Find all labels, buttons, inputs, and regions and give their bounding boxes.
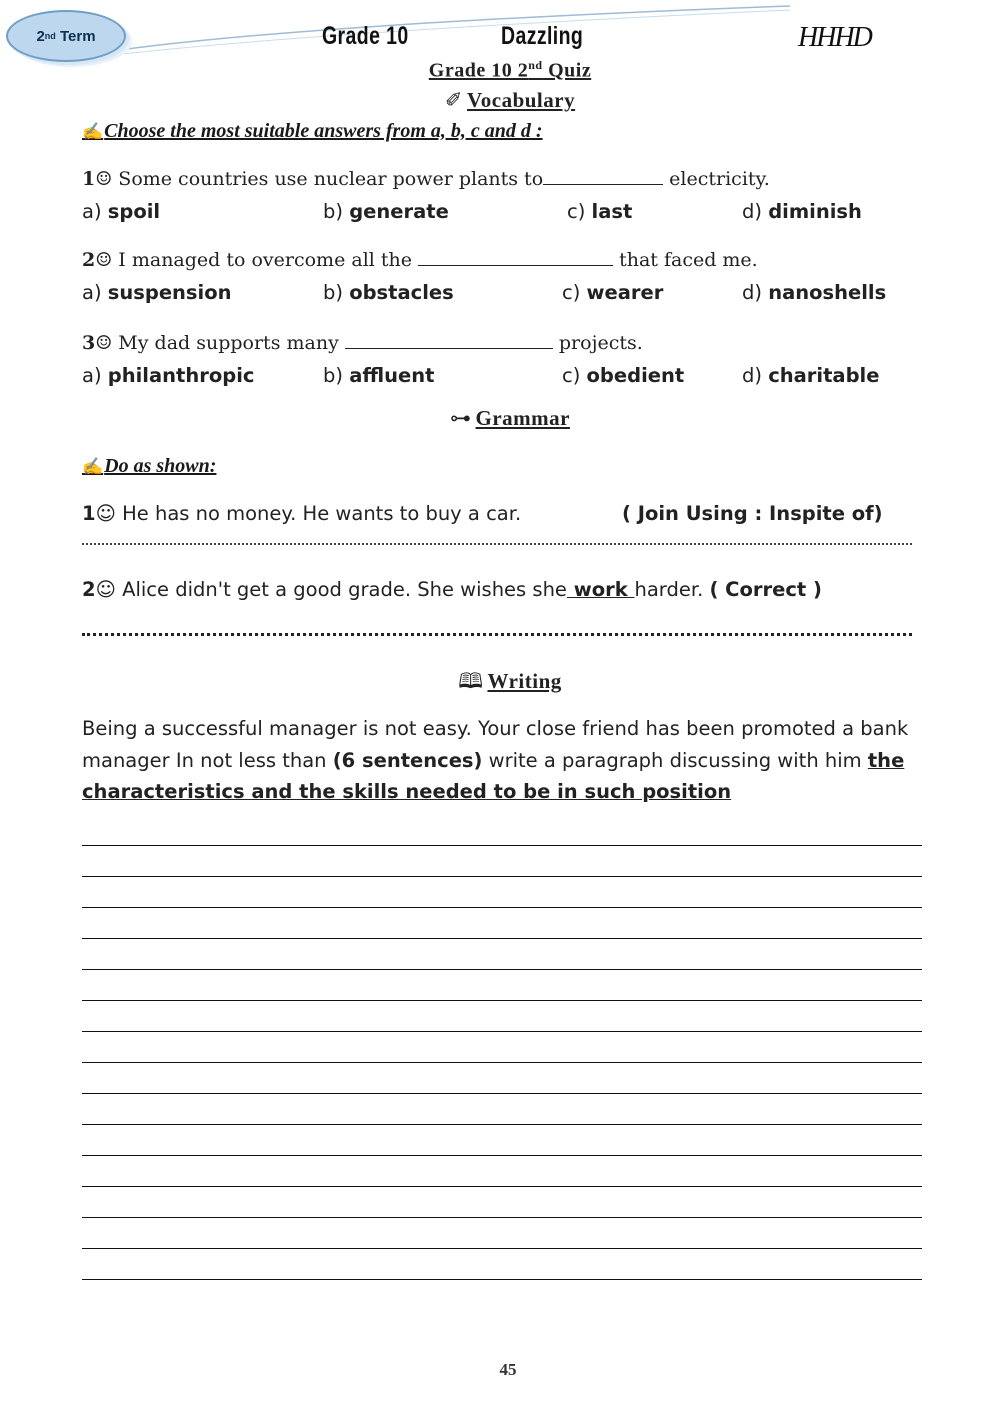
writing-line	[82, 938, 922, 939]
answer-blank	[543, 170, 663, 185]
vocabulary-instruction: ✍Choose the most suitable answers from a, b, c and d :	[82, 120, 543, 142]
vocab-1-option-c: c) last	[567, 200, 633, 223]
writing-line	[82, 1248, 922, 1249]
vocab-1-option-a: a) spoil	[82, 200, 161, 223]
header-swoosh	[100, 4, 800, 64]
vocab-3-option-c: c) obedient	[562, 364, 685, 387]
vocabulary-heading: ✐ Vocabulary	[444, 88, 576, 112]
vocab-2-option-a: a) suspension	[82, 281, 232, 304]
grammar-2-task: ( Correct )	[709, 578, 822, 601]
vocab-question-1: 1☺ Some countries use nuclear power plants to electricity.	[82, 168, 770, 190]
grammar-heading: ⊶ Grammar	[450, 406, 570, 430]
author-signature: HHHD	[798, 22, 871, 53]
writing-line	[82, 1124, 922, 1125]
pencil-icon: ✐	[444, 88, 464, 112]
writing-line	[82, 1000, 922, 1001]
grammar-question-1: 1☺ He has no money. He wants to buy a car.	[82, 502, 522, 525]
writing-line	[82, 1093, 922, 1094]
writing-line	[82, 845, 922, 846]
answer-dotted-line	[82, 543, 912, 545]
key-icon: ⊶	[450, 406, 472, 430]
writing-line	[82, 1031, 922, 1032]
page-number: 45	[499, 1360, 517, 1379]
header-book-title: Dazzling	[501, 22, 584, 50]
vocab-question-3: 3☺ My dad supports many projects.	[82, 332, 643, 354]
vocab-question-2: 2☺ I managed to overcome all the that faced me.	[82, 249, 758, 271]
answer-dotted-line	[82, 633, 912, 636]
writing-line	[82, 969, 922, 970]
vocab-2-option-d: d) nanoshells	[742, 281, 887, 304]
writing-line	[82, 1279, 922, 1280]
term-badge: 2 nd Term	[6, 10, 126, 62]
vocab-1-option-d: d) diminish	[742, 200, 862, 223]
writing-line	[82, 876, 922, 877]
grammar-1-task: ( Join Using : Inspite of)	[622, 502, 883, 525]
quiz-title: Grade 10 2nd Quiz	[428, 58, 592, 82]
header-grade: Grade 10	[322, 22, 409, 50]
vocab-2-option-b: b) obstacles	[323, 281, 454, 304]
grammar-question-2: 2☺ Alice didn't get a good grade. She wishes she work harder. ( Correct )	[82, 578, 822, 601]
vocab-2-option-c: c) wearer	[562, 281, 664, 304]
grammar-instruction: ✍Do as shown:	[82, 455, 217, 477]
writing-prompt: Being a successful manager is not easy. Your close friend has been promoted a bank manager In not less than (6 sentences) write a paragraph discussing with him the characteristics and the skills needed to be in such position	[82, 717, 909, 803]
writing-hand-icon: ✍	[82, 122, 104, 141]
vocab-3-option-b: b) affluent	[323, 364, 435, 387]
writing-line	[82, 1155, 922, 1156]
writing-line	[82, 1186, 922, 1187]
vocab-3-option-d: d) charitable	[742, 364, 880, 387]
answer-blank	[345, 334, 553, 349]
writing-heading: 🕮 Writing	[0, 667, 992, 702]
writing-line	[82, 1217, 922, 1218]
book-icon: 🕮	[458, 669, 484, 693]
writing-line	[82, 1062, 922, 1063]
answer-blank	[418, 251, 613, 266]
vocab-1-option-b: b) generate	[323, 200, 449, 223]
vocab-3-option-a: a) philanthropic	[82, 364, 255, 387]
writing-line	[82, 907, 922, 908]
writing-hand-icon: ✍	[82, 457, 104, 476]
